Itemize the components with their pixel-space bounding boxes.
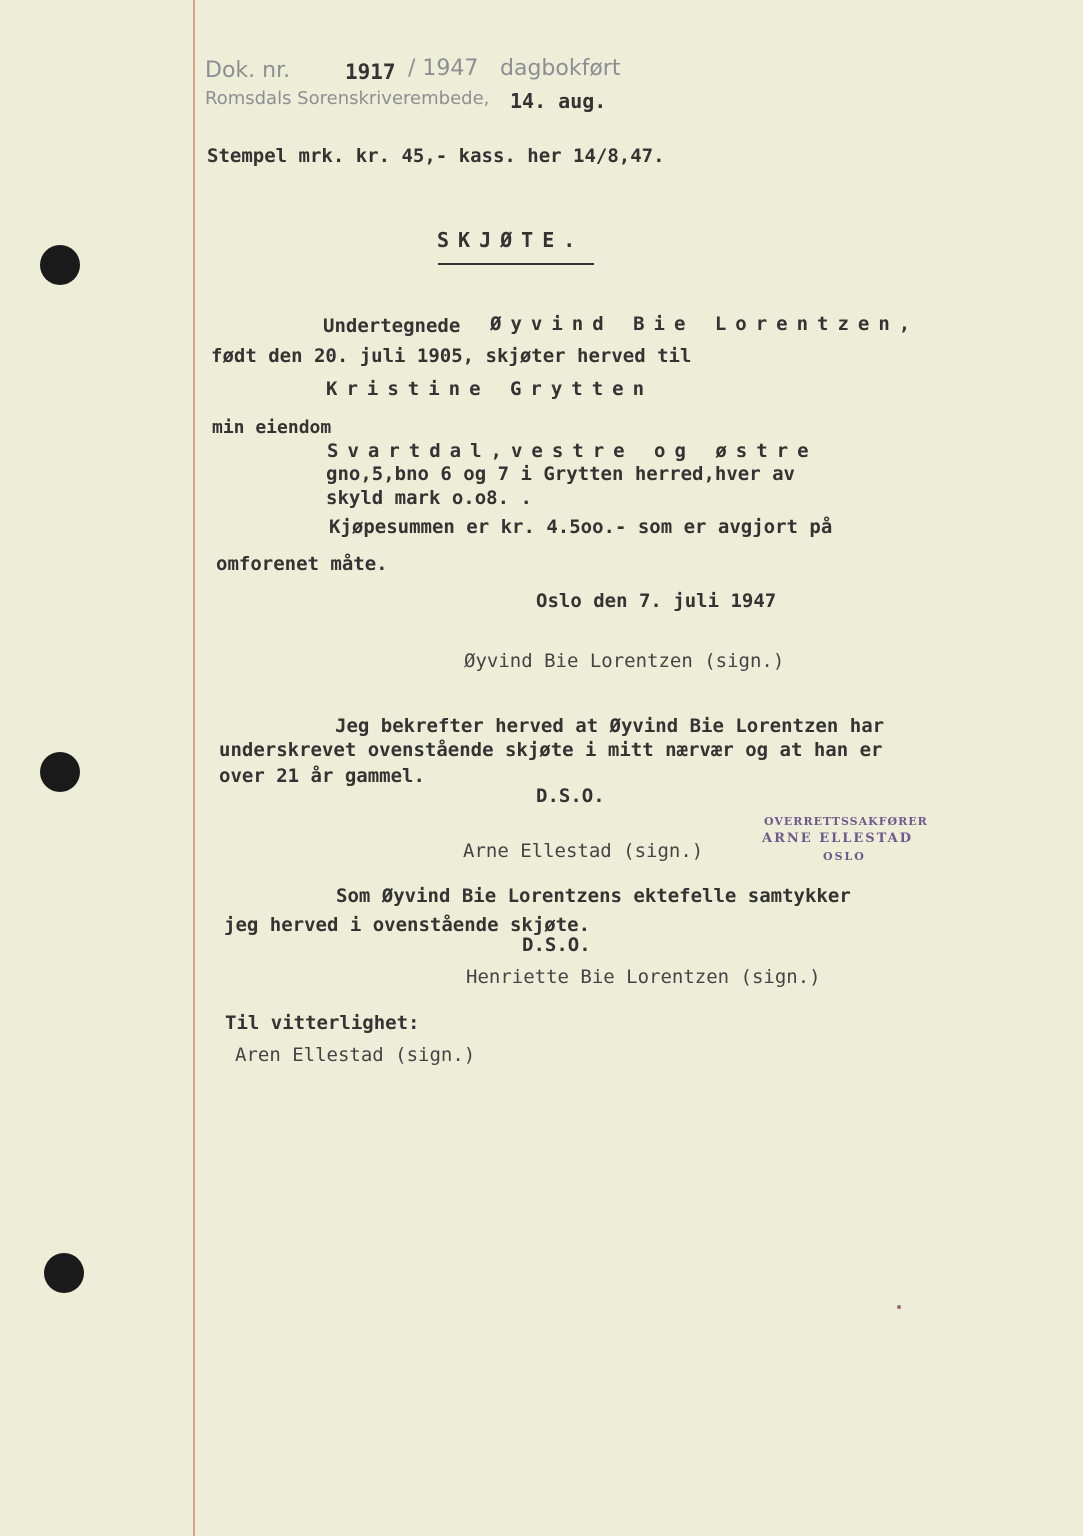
spouse-signature: Henriette Bie Lorentzen (sign.)	[466, 966, 821, 988]
lawyer-stamp-title: OVERRETTSSAKFØRER	[764, 815, 928, 828]
body-line: gno,5,bno 6 og 7 i Grytten herred,hver av	[326, 463, 795, 485]
buyer-name: Kristine Grytten	[326, 378, 654, 400]
dso-mark: D.S.O.	[536, 785, 605, 807]
purchase-sum-line: Kjøpesummen er kr. 4.5oo.- som er avgjort på	[329, 516, 833, 538]
witness-line: over 21 år gammel.	[219, 765, 425, 787]
attest-signature: Aren Ellestad (sign.)	[235, 1044, 476, 1066]
witness-line: underskrevet ovenstående skjøte i mitt nærvær og at han er	[219, 739, 883, 761]
registration-date: 14. aug.	[510, 89, 607, 113]
punch-hole	[40, 245, 80, 285]
attest-label: Til vitterlighet:	[225, 1012, 420, 1034]
dok-number: 1917	[345, 60, 396, 84]
dok-year: / 1947	[408, 56, 479, 81]
witness-signature: Arne Ellestad (sign.)	[463, 840, 704, 862]
lawyer-stamp-name: ARNE ELLESTAD	[762, 831, 914, 846]
ink-dot	[897, 1305, 901, 1309]
seller-signature: Øyvind Bie Lorentzen (sign.)	[464, 650, 785, 672]
margin-line	[193, 0, 195, 1536]
body-line: Undertegnede	[323, 315, 461, 337]
dok-label: Dok. nr.	[205, 58, 291, 83]
lawyer-stamp-city: OSLO	[823, 850, 866, 863]
document-title: SKJØTE.	[437, 228, 585, 252]
body-line: min eiendom	[212, 417, 332, 438]
body-line: født den 20. juli 1905, skjøter herved til	[211, 345, 692, 367]
body-line: omforenet måte.	[216, 553, 388, 575]
punch-hole	[40, 752, 80, 792]
punch-hole	[44, 1253, 84, 1293]
consent-line: Som Øyvind Bie Lorentzens ektefelle samtykker	[336, 885, 851, 907]
seller-name: Øyvind Bie Lorentzen,	[490, 313, 920, 335]
stamp-line: Stempel mrk. kr. 45,- kass. her 14/8,47.	[207, 145, 665, 167]
title-underline	[438, 263, 594, 265]
consent-line: jeg herved i ovenstående skjøte.	[224, 914, 591, 936]
body-line: skyld mark o.o8. .	[326, 487, 532, 509]
place-date: Oslo den 7. juli 1947	[536, 590, 777, 612]
dagbokfort-label: dagbokført	[500, 56, 621, 81]
office-name: Romsdals Sorenskriverembede,	[205, 88, 490, 109]
dso-mark: D.S.O.	[522, 934, 591, 956]
witness-line: Jeg bekrefter herved at Øyvind Bie Lorentzen har	[335, 715, 885, 737]
property-name: Svartdal,vestre og østre	[327, 440, 818, 462]
